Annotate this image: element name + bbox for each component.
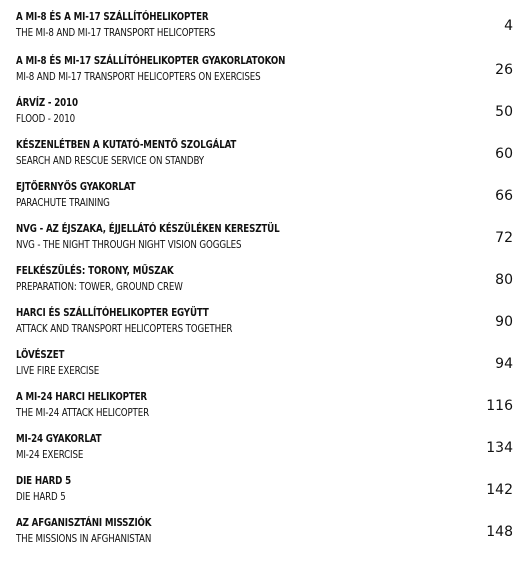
toc-title-english: ATTACK AND TRANSPORT HELICOPTERS TOGETHER [16, 323, 233, 335]
toc-title-english: MI-8 AND MI-17 TRANSPORT HELICOPTERS ON EXERCISES [16, 71, 261, 83]
toc-entry [16, 221, 513, 263]
toc-page-number: 66 [495, 188, 513, 204]
toc-title-english: PREPARATION: TOWER, GROUND CREW [16, 281, 183, 293]
toc-page-number: 90 [495, 314, 513, 330]
toc-title-hungarian: A MI-24 HARCI HELIKOPTER [16, 391, 147, 403]
toc-title-hungarian: A MI-8 ÉS MI-17 SZÁLLÍTÓHELIKOPTER GYAKORLATOKON [16, 55, 286, 67]
toc-title-english: NVG - THE NIGHT THROUGH NIGHT VISION GOGGLES [16, 239, 242, 251]
toc-entry [16, 53, 513, 95]
toc-title-hungarian: MI-24 GYAKORLAT [16, 433, 102, 445]
toc-entry [16, 263, 513, 305]
toc-entry [16, 95, 513, 137]
toc-title-english: MI-24 EXERCISE [16, 449, 84, 461]
toc-title-hungarian: A MI-8 ÉS A MI-17 SZÁLLÍTÓHELIKOPTER [16, 11, 209, 23]
toc-page-number: 4 [504, 18, 513, 34]
toc-title-english: DIE HARD 5 [16, 491, 66, 503]
toc-page-number: 80 [495, 272, 513, 288]
toc-page-number: 94 [495, 356, 513, 372]
toc-entry [16, 179, 513, 221]
toc-entry [16, 305, 513, 347]
toc-title-hungarian: NVG - AZ ÉJSZAKA, ÉJJELLÁTÓ KÉSZÜLÉKEN KERESZTÜL [16, 223, 280, 235]
toc-entry [16, 473, 513, 515]
toc-title-english: PARACHUTE TRAINING [16, 197, 110, 209]
toc-title-hungarian: DIE HARD 5 [16, 475, 72, 487]
table-of-contents [16, 9, 513, 557]
toc-title-hungarian: ÁRVÍZ - 2010 [16, 97, 78, 109]
toc-page-number: 116 [486, 398, 513, 414]
toc-title-english: THE MI-24 ATTACK HELICOPTER [16, 407, 149, 419]
toc-page-number: 148 [486, 524, 513, 540]
toc-page-number: 50 [495, 104, 513, 120]
toc-title-hungarian: AZ AFGANISZTÁNI MISSZIÓK [16, 517, 152, 529]
toc-title-hungarian: EJTŐERNYŐS GYAKORLAT [16, 181, 136, 193]
toc-title-hungarian: HARCI ÉS SZÁLLÍTÓHELIKOPTER EGYÜTT [16, 307, 209, 319]
toc-page-number: 72 [495, 230, 513, 246]
toc-entry [16, 389, 513, 431]
toc-page-number: 142 [486, 482, 513, 498]
toc-title-english: SEARCH AND RESCUE SERVICE ON STANDBY [16, 155, 204, 167]
toc-title-english: THE MI-8 AND MI-17 TRANSPORT HELICOPTERS [16, 27, 216, 39]
toc-title-english: FLOOD - 2010 [16, 113, 75, 125]
toc-title-hungarian: KÉSZENLÉTBEN A KUTATÓ-MENTŐ SZOLGÁLAT [16, 139, 237, 151]
toc-title-english: THE MISSIONS IN AFGHANISTAN [16, 533, 152, 545]
toc-title-english: LIVE FIRE EXERCISE [16, 365, 100, 377]
toc-entry [16, 431, 513, 473]
toc-entry [16, 515, 513, 557]
toc-page-number: 60 [495, 146, 513, 162]
toc-entry [16, 9, 513, 53]
toc-title-hungarian: LÖVÉSZET [16, 349, 65, 361]
toc-page-number: 134 [486, 440, 513, 456]
toc-page-number: 26 [495, 62, 513, 78]
toc-title-hungarian: FELKÉSZÜLÉS: TORONY, MŰSZAK [16, 265, 174, 277]
toc-entry [16, 347, 513, 389]
toc-entry [16, 137, 513, 179]
